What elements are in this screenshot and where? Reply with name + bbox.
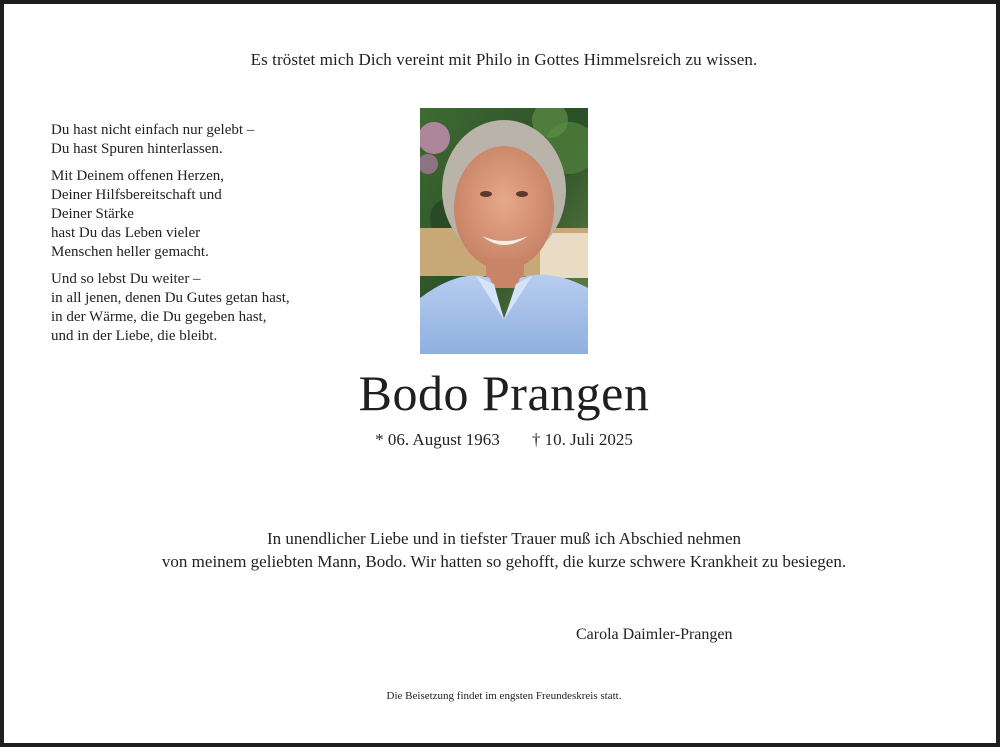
portrait-photo	[420, 108, 588, 354]
poem-line: Mit Deinem offenen Herzen,	[51, 168, 224, 184]
poem-stanza-2	[51, 167, 371, 262]
poem-line: in der Wärme, die Du gegeben hast,	[51, 309, 267, 325]
poem-line: und in der Liebe, die bleibt.	[51, 328, 218, 344]
poem-line: Du hast nicht einfach nur gelebt –	[51, 122, 255, 138]
birth-date: * 06. August 1963	[375, 430, 500, 449]
poem	[51, 121, 371, 354]
footer-note: Die Beisetzung findet im engsten Freundeskreis statt.	[386, 690, 622, 702]
poem-line: Und so lebst Du weiter –	[51, 271, 201, 287]
poem-line: hast Du das Leben vieler	[51, 225, 201, 241]
poem-line: Deiner Hilfsbereitschaft und	[51, 187, 222, 203]
life-dates	[4, 430, 1000, 450]
mourning-message	[4, 527, 1000, 573]
deceased-name: Bodo Prangen	[358, 365, 650, 421]
poem-line: Menschen heller gemacht.	[51, 244, 209, 260]
message-line: In unendlicher Liebe und in tiefster Trauer muß ich Abschied nehmen	[267, 529, 741, 548]
top-quote: Es tröstet mich Dich vereint mit Philo in Gottes Himmelsreich zu wissen.	[250, 50, 758, 69]
message-line: von meinem geliebten Mann, Bodo. Wir hatten so gehofft, die kurze schwere Krankheit zu besiegen.	[161, 552, 847, 571]
death-date: † 10. Juli 2025	[531, 430, 633, 449]
poem-stanza-3	[51, 270, 371, 346]
signature: Carola Daimler-Prangen	[576, 626, 733, 643]
poem-line: in all jenen, denen Du Gutes getan hast,	[51, 290, 290, 306]
poem-stanza-1	[51, 121, 371, 159]
poem-line: Deiner Stärke	[51, 206, 134, 222]
poem-line: Du hast Spuren hinterlassen.	[51, 141, 223, 157]
